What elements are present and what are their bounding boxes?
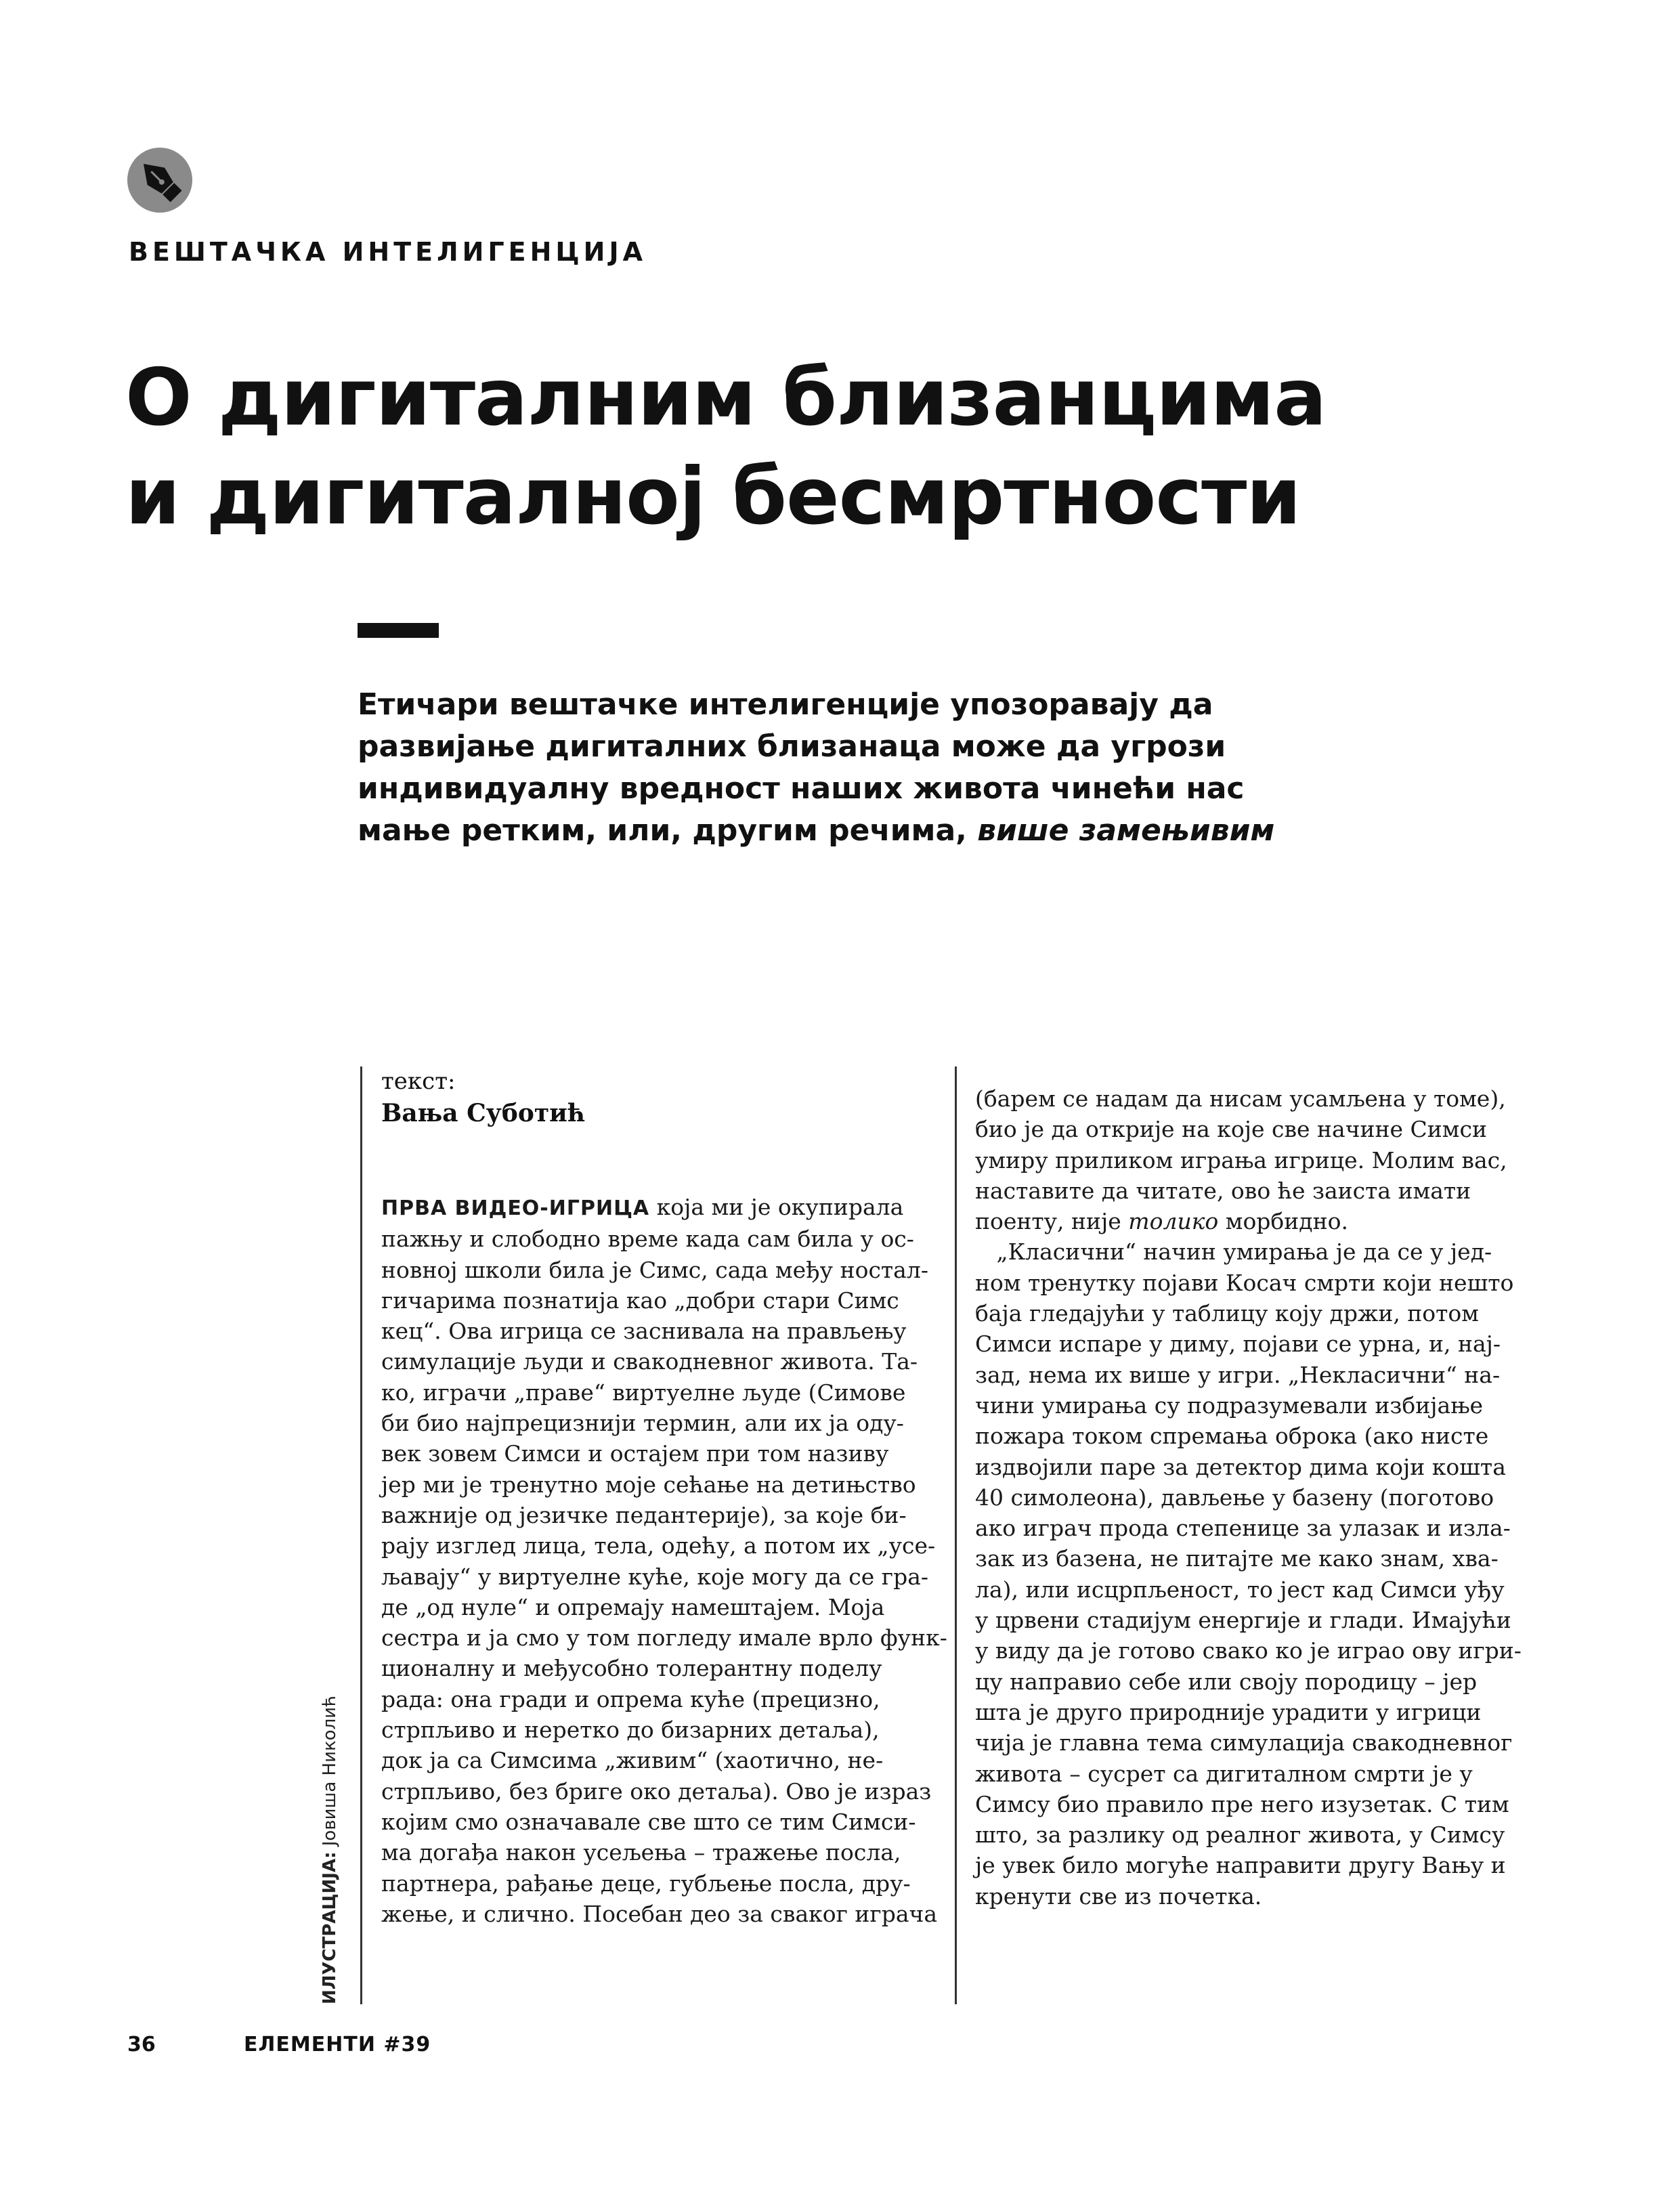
body-line: кренути све из почетка.	[975, 1882, 1262, 1910]
body-line: кец“. Ова игрица се заснивала на прављењу	[381, 1318, 907, 1345]
body-line: де „од нуле“ и опремају намештајем. Моја	[381, 1593, 885, 1620]
byline-label: текст:	[381, 1068, 456, 1095]
body-line: у виду да је готово свако ко је играо ову игри-	[975, 1637, 1522, 1664]
body-column-left	[381, 1192, 947, 1929]
lede-emphasis: више замењивим	[977, 813, 1275, 848]
body-line: (барем се надам да нисам усамљена у томе),	[975, 1085, 1506, 1112]
lede-line: Етичари вештачке интелигенције упозоравају да	[358, 687, 1213, 722]
body-emphasis: толико	[1128, 1208, 1219, 1235]
body-line: симулације људи и свакодневног живота. Та-	[381, 1348, 918, 1375]
body-line: пожара током спремања оброка (ако нисте	[975, 1423, 1489, 1450]
magazine-issue: ЕЛЕМЕНТИ #39	[244, 2033, 431, 2056]
article-title	[125, 349, 1326, 546]
body-line: Симсу био правило пре него изузетак. С тим	[975, 1790, 1509, 1817]
body-line: којим смо означавале све што се тим Симси-	[381, 1808, 916, 1835]
body-line: зад, нема их више у игри. „Некласични“ на-	[975, 1361, 1501, 1388]
column-divider-right	[955, 1066, 957, 2004]
body-line: ако играч прода степенице за улазак и изла-	[975, 1515, 1511, 1542]
lede-line: развијање дигиталних близанаца може да угрози	[358, 729, 1226, 764]
body-line: гичарима познатија као „добри стари Симс	[381, 1287, 899, 1314]
body-line: наставите да читате, ово ће заиста имати	[975, 1177, 1471, 1204]
body-line: ном тренутку појави Косач смрти који нешто	[975, 1269, 1514, 1296]
lede-line	[358, 810, 1414, 852]
body-line: ма догађа након усељења – тражење посла,	[381, 1839, 901, 1866]
body-line: стрпљиво и неретко до бизарних детаља),	[381, 1717, 880, 1744]
body-line: век зовем Симси и остајем при том називу	[381, 1440, 889, 1467]
body-line: ла), или исцрпљеност, то јест кад Симси уђу	[975, 1576, 1505, 1603]
body-line: ционалну и међусобно толерантну поделу	[381, 1655, 882, 1682]
body-line: умиру приликом играња игрице. Молим вас,	[975, 1146, 1507, 1173]
body-line: био је да открије на које све начине Симси	[975, 1116, 1487, 1143]
body-line: рају изглед лица, тела, одећу, а потом их „усе-	[381, 1532, 936, 1559]
body-text: поенту, није	[975, 1208, 1129, 1235]
body-line: док ја са Симсима „живим“ (хаотично, не-	[381, 1747, 884, 1774]
body-line: у црвени стадијум енергије и глади. Имајући	[975, 1607, 1511, 1634]
title-line: и дигиталној бесмртности	[125, 451, 1301, 542]
lead-in: ПРВА ВИДЕО-ИГРИЦА	[381, 1196, 650, 1220]
byline-author: Вања Суботић	[381, 1099, 586, 1127]
body-line: партнера, рађање деце, губљење посла, дру-	[381, 1870, 911, 1897]
body-line: пажњу и слободно време када сам била у ос-	[381, 1226, 914, 1253]
illustration-credit	[318, 1696, 341, 2004]
body-line: жење, и слично. Посебан део за сваког играча	[381, 1900, 938, 1927]
body-line: „Класични“ начин умирања је да се у јед-	[975, 1238, 1492, 1266]
body-line: чини умирања су подразумевали избијање	[975, 1392, 1484, 1419]
body-line: рада: она гради и опрема куће (прецизно,	[381, 1685, 880, 1712]
body-line	[975, 1206, 1537, 1236]
body-line: ко, играчи „праве“ виртуелне људе (Симове	[381, 1379, 906, 1406]
fountain-pen-nib-icon	[127, 148, 192, 213]
body-line: љавају“ у виртуелне куће, које могу да се гра-	[381, 1563, 929, 1590]
title-divider	[358, 623, 439, 638]
page-number: 36	[127, 2033, 156, 2056]
body-text: која ми је окупирала	[649, 1194, 904, 1220]
body-line: зак из базена, не питајте ме како знам, хва-	[975, 1545, 1499, 1572]
body-line: чија је главна тема симулација свакодневног	[975, 1729, 1513, 1756]
body-text: морбидно.	[1218, 1208, 1348, 1235]
body-line: што, за разлику од реалног живота, у Симсу	[975, 1821, 1505, 1849]
article-lede	[358, 684, 1414, 852]
body-line: шта је друго природније урадити у игрици	[975, 1698, 1482, 1725]
credit-label: ИЛУСТРАЦИЈА:	[320, 1851, 340, 2004]
section-label: ВЕШТАЧКА ИНТЕЛИГЕНЦИЈА	[129, 237, 647, 267]
body-line: јер ми је тренутно моје сећање на детињство	[381, 1471, 916, 1498]
body-line: је увек било могуће направити другу Вању и	[975, 1852, 1506, 1879]
body-line: стрпљиво, без бриге око детаља). Ово је израз	[381, 1777, 932, 1805]
body-line	[381, 1192, 943, 1224]
title-line: О дигиталним близанцима	[125, 352, 1327, 444]
body-line: баја гледајући у таблицу коју држи, потом	[975, 1300, 1479, 1327]
lede-line: индивидуалну вредност наших живота чинећи нас	[358, 771, 1245, 806]
column-divider-left	[360, 1066, 362, 2004]
body-column-right	[975, 1083, 1537, 1912]
body-line: живота – сусрет са дигиталном смрти је у	[975, 1760, 1473, 1787]
body-line: би био најпрецизнији термин, али их ја оду-	[381, 1410, 904, 1437]
credit-name: Јовиша Николић	[320, 1695, 340, 1852]
body-line: цу направио себе или своју породицу – јер	[975, 1668, 1478, 1695]
body-line: новној школи била је Симс, сада међу ностал-	[381, 1256, 928, 1283]
body-line: сестра и ја смо у том погледу имале врло функ-	[381, 1624, 947, 1652]
lede-text: мање ретким, или, другим речима,	[358, 813, 978, 848]
body-line: 40 симолеона), дављење у базену (поготово	[975, 1484, 1494, 1511]
body-line: Симси испаре у диму, појави се урна, и, нај-	[975, 1331, 1501, 1358]
body-line: издвојили паре за детектор дима који кошта	[975, 1453, 1506, 1480]
body-line: важније од језичке педантерије), за које би-	[381, 1501, 907, 1528]
